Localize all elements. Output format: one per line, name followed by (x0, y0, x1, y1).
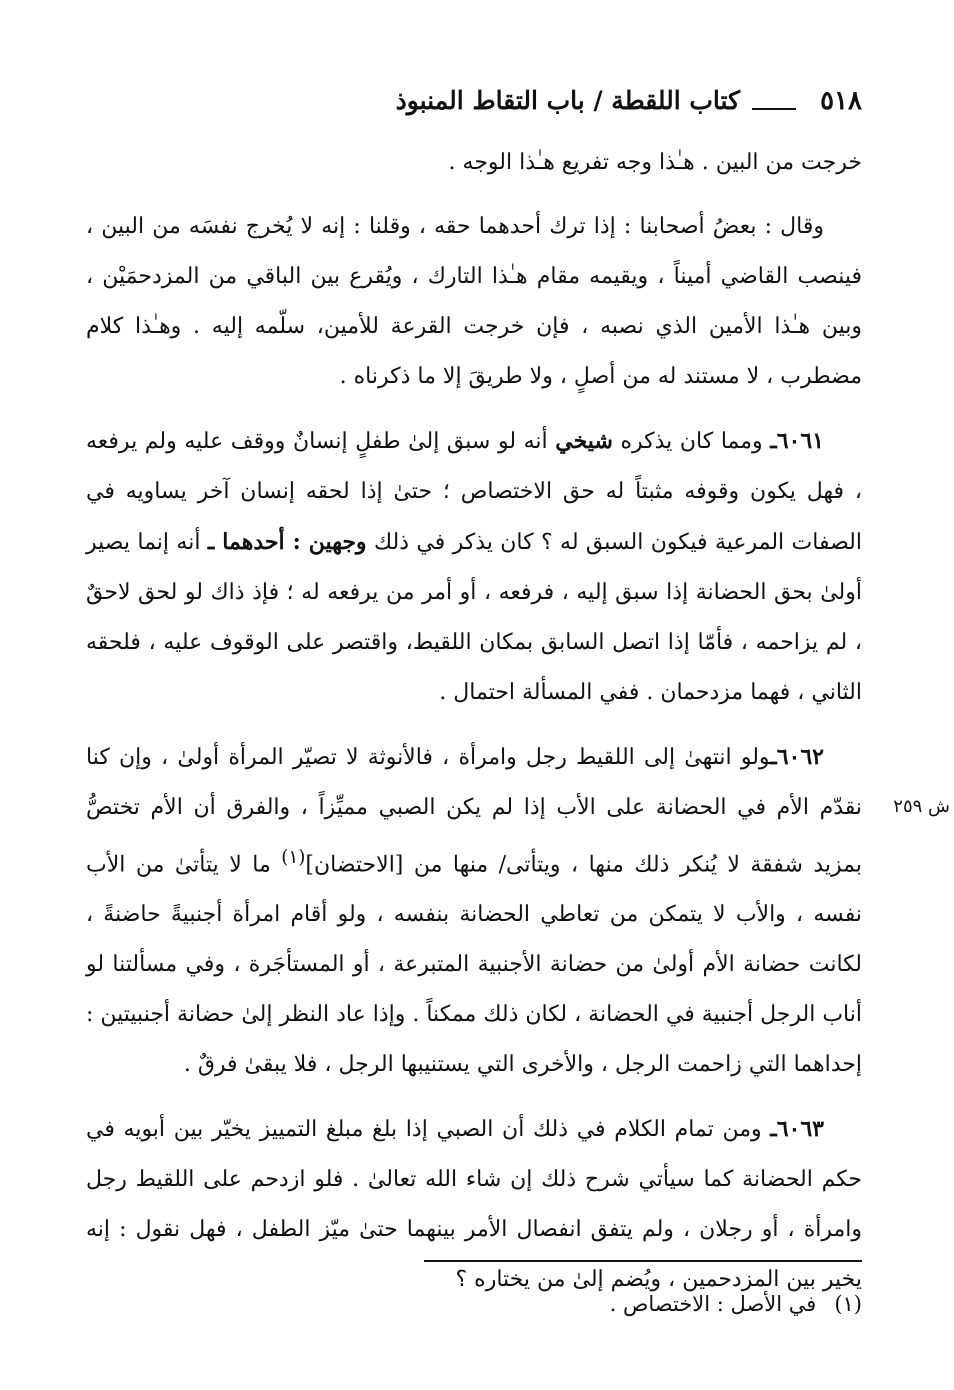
paragraph-6062 (86, 732, 862, 1090)
bold-term: وجهين : أحدهما ـ (207, 529, 367, 555)
paragraph-text: ومما كان يذكره (612, 429, 771, 454)
running-header (86, 86, 862, 126)
footnote-number: (١) (834, 1292, 862, 1316)
paragraph-6063 (86, 1104, 862, 1305)
footnote-reference[interactable]: (١) (281, 847, 306, 868)
footnote-text: في الأصل : الاختصاص . (609, 1292, 817, 1316)
page-number: ٥١٨ (820, 86, 862, 116)
paragraph-2: وقال : بعضُ أصحابنا : إذا ترك أحدهما حقه ، وقلنا : إنه لا يُخرج نفسَه من البين ، فينصب القاضي أميناً ، ويقيمه مقام هـٰذا التارك ، ويُقرع بين الباقي من المزدحمَيْن ، وبين هـٰذا الأمين الذي نصبه ، فإن خرجت القرعة للأمين، سلّمه إليه . وهـٰذا كلام مضطرب ، لا مستند له من أصلٍ ، ولا طريقَ إلا ما ذكرناه . (86, 214, 862, 389)
paragraph-text: ومن تمام الكلام في ذلك أن الصبي إذا بلغ مبلغ التمييز يخيّر بين أبويه في حكم الحضانة كما سيأتي شرح ذلك إن شاء الله تعالىٰ . فلو ازدحم على اللقيط رجل وامرأة ، أو رجلان ، ولم يتفق انفصال الأمر بينهما حتىٰ ميّز الطفل ، فهل نقول : إنه يخير بين المزدحمين ، ويُضم إلىٰ من يختاره ؟ (86, 1117, 862, 1293)
paragraph-number: ٦٠٦٢ـ (770, 744, 824, 770)
paragraph-number: ٦٠٦٣ـ (770, 1116, 824, 1143)
bold-term: شيخي (555, 428, 613, 454)
footnote (86, 1292, 862, 1316)
paragraph-text: أنه لو سبق إلىٰ طفلٍ إنسانٌ ووقف عليه ولم يرفعه ، فهل يكون وقوفه مثبتاً له حق الاختصاص ؛ حتىٰ إذا لحقه إنسان آخر يساويه في الصفات المرعية فيكون السبق له ؟ كان يذكر في ذلك (86, 429, 862, 555)
running-title: كتاب اللقطة / باب التقاط المنبوذ (395, 86, 740, 115)
paragraph-6061 (86, 416, 862, 718)
margin-manuscript-ref: ش ٢٥٩ (893, 796, 950, 817)
footnote-separator (424, 1260, 862, 1262)
paragraph-continuation: خرجت من البين . هـٰذا وجه تفريع هـٰذا الوجه . (448, 150, 862, 175)
paragraph-text: ما لا يتأتىٰ من الأب نفسه ، والأب لا يتمكن من تعاطي الحضانة بنفسه ، ولو أقام امرأة أجنبيةً حاضنةً ، لكانت حضانة الأم أولىٰ من حضانة الأجنبية المتبرعة ، أو المستأجَرة ، وفي مسألتنا لو أناب الرجل أجنبية في الحضانة ، لكان ذلك ممكناً . وإذا عاد النظر إلىٰ حضانة أجنبيتين : إحداهما التي زاحمت الرجل ، والأخرى التي يستنيبها الرجل ، فلا يبقىٰ فرقٌ . (85, 852, 862, 1078)
paragraph-number: ٦٠٦١ـ (770, 428, 824, 454)
paragraph-text: ولو انتهىٰ إلى اللقيط رجل وامرأة ، فالأنوثة لا تصيّر المرأة أولىٰ ، وإن كنا نقدّم الأم في الحضانة على الأب إذا لم يكن الصبي مميِّزاً ، والفرق أن الأم تختصُّ بمزيد شفقة لا يُنكر ذلك منها ، ويتأتى/ منها من [الاحتضان] (86, 745, 862, 878)
header-rule (752, 108, 796, 110)
paragraph-text: أنه إنما يصير أولىٰ بحق الحضانة إذا سبق إليه ، فرفعه ، أو أمر من يرفعه له ؛ فإذ ذاك لو لحق لاحقٌ ، لم يزاحمه ، فأمّا إذا اتصل السابق بمكان اللقيط، واقتصر على الوقوف عليه ، فلحقه الثاني ، فهما مزدحمان . ففي المسألة احتمال . (86, 530, 863, 705)
main-text (86, 138, 862, 1319)
